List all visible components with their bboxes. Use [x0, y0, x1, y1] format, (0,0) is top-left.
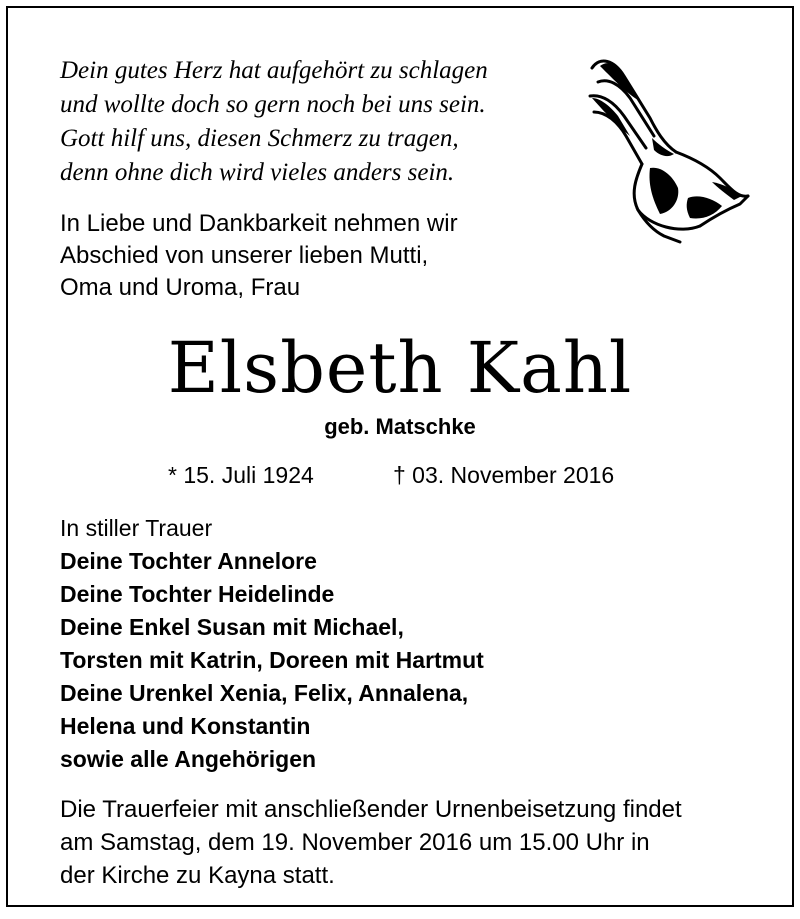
mourner-line: Deine Tochter Annelore — [60, 548, 317, 574]
death-date: † 03. November 2016 — [393, 462, 615, 488]
birth-date: * 15. Juli 1924 — [168, 462, 314, 488]
mourner-line: Deine Enkel Susan mit Michael, — [60, 614, 404, 640]
poem-line: Dein gutes Herz hat aufgehört zu schlagen — [60, 57, 488, 84]
intro-line: Abschied von unserer lieben Mutti, — [60, 242, 429, 269]
service-line: Die Trauerfeier mit anschließender Urnenbeisetzung findet — [60, 796, 682, 823]
intro-line: In Liebe und Dankbarkeit nehmen wir — [60, 210, 458, 237]
mourner-line: Deine Tochter Heidelinde — [60, 581, 335, 607]
mourner-line: sowie alle Angehörigen — [60, 746, 317, 772]
mourners-list — [60, 512, 484, 776]
mourner-line: Deine Urenkel Xenia, Felix, Annalena, — [60, 680, 469, 706]
service-line: am Samstag, dem 19. November 2016 um 15.00 Uhr in — [60, 829, 650, 856]
poem-line: und wollte doch so gern noch bei uns sein. — [60, 91, 486, 118]
mourner-line: Helena und Konstantin — [60, 713, 311, 739]
praying-hands-icon — [580, 48, 756, 248]
intro-text — [60, 208, 560, 304]
service-info — [60, 793, 682, 892]
mourner-line: Torsten mit Katrin, Doreen mit Hartmut — [60, 647, 484, 673]
memorial-poem — [60, 54, 580, 190]
poem-line: denn ohne dich wird vieles anders sein. — [60, 159, 455, 186]
deceased-name: Elsbeth Kahl — [167, 327, 633, 409]
poem-line: Gott hilf uns, diesen Schmerz zu tragen, — [60, 125, 459, 152]
mourning-lead: In stiller Trauer — [60, 515, 213, 541]
service-line: der Kirche zu Kayna statt. — [60, 862, 335, 889]
intro-line: Oma und Uroma, Frau — [60, 274, 301, 301]
maiden-name: geb. Matschke — [324, 414, 476, 439]
obituary-notice — [6, 6, 794, 907]
